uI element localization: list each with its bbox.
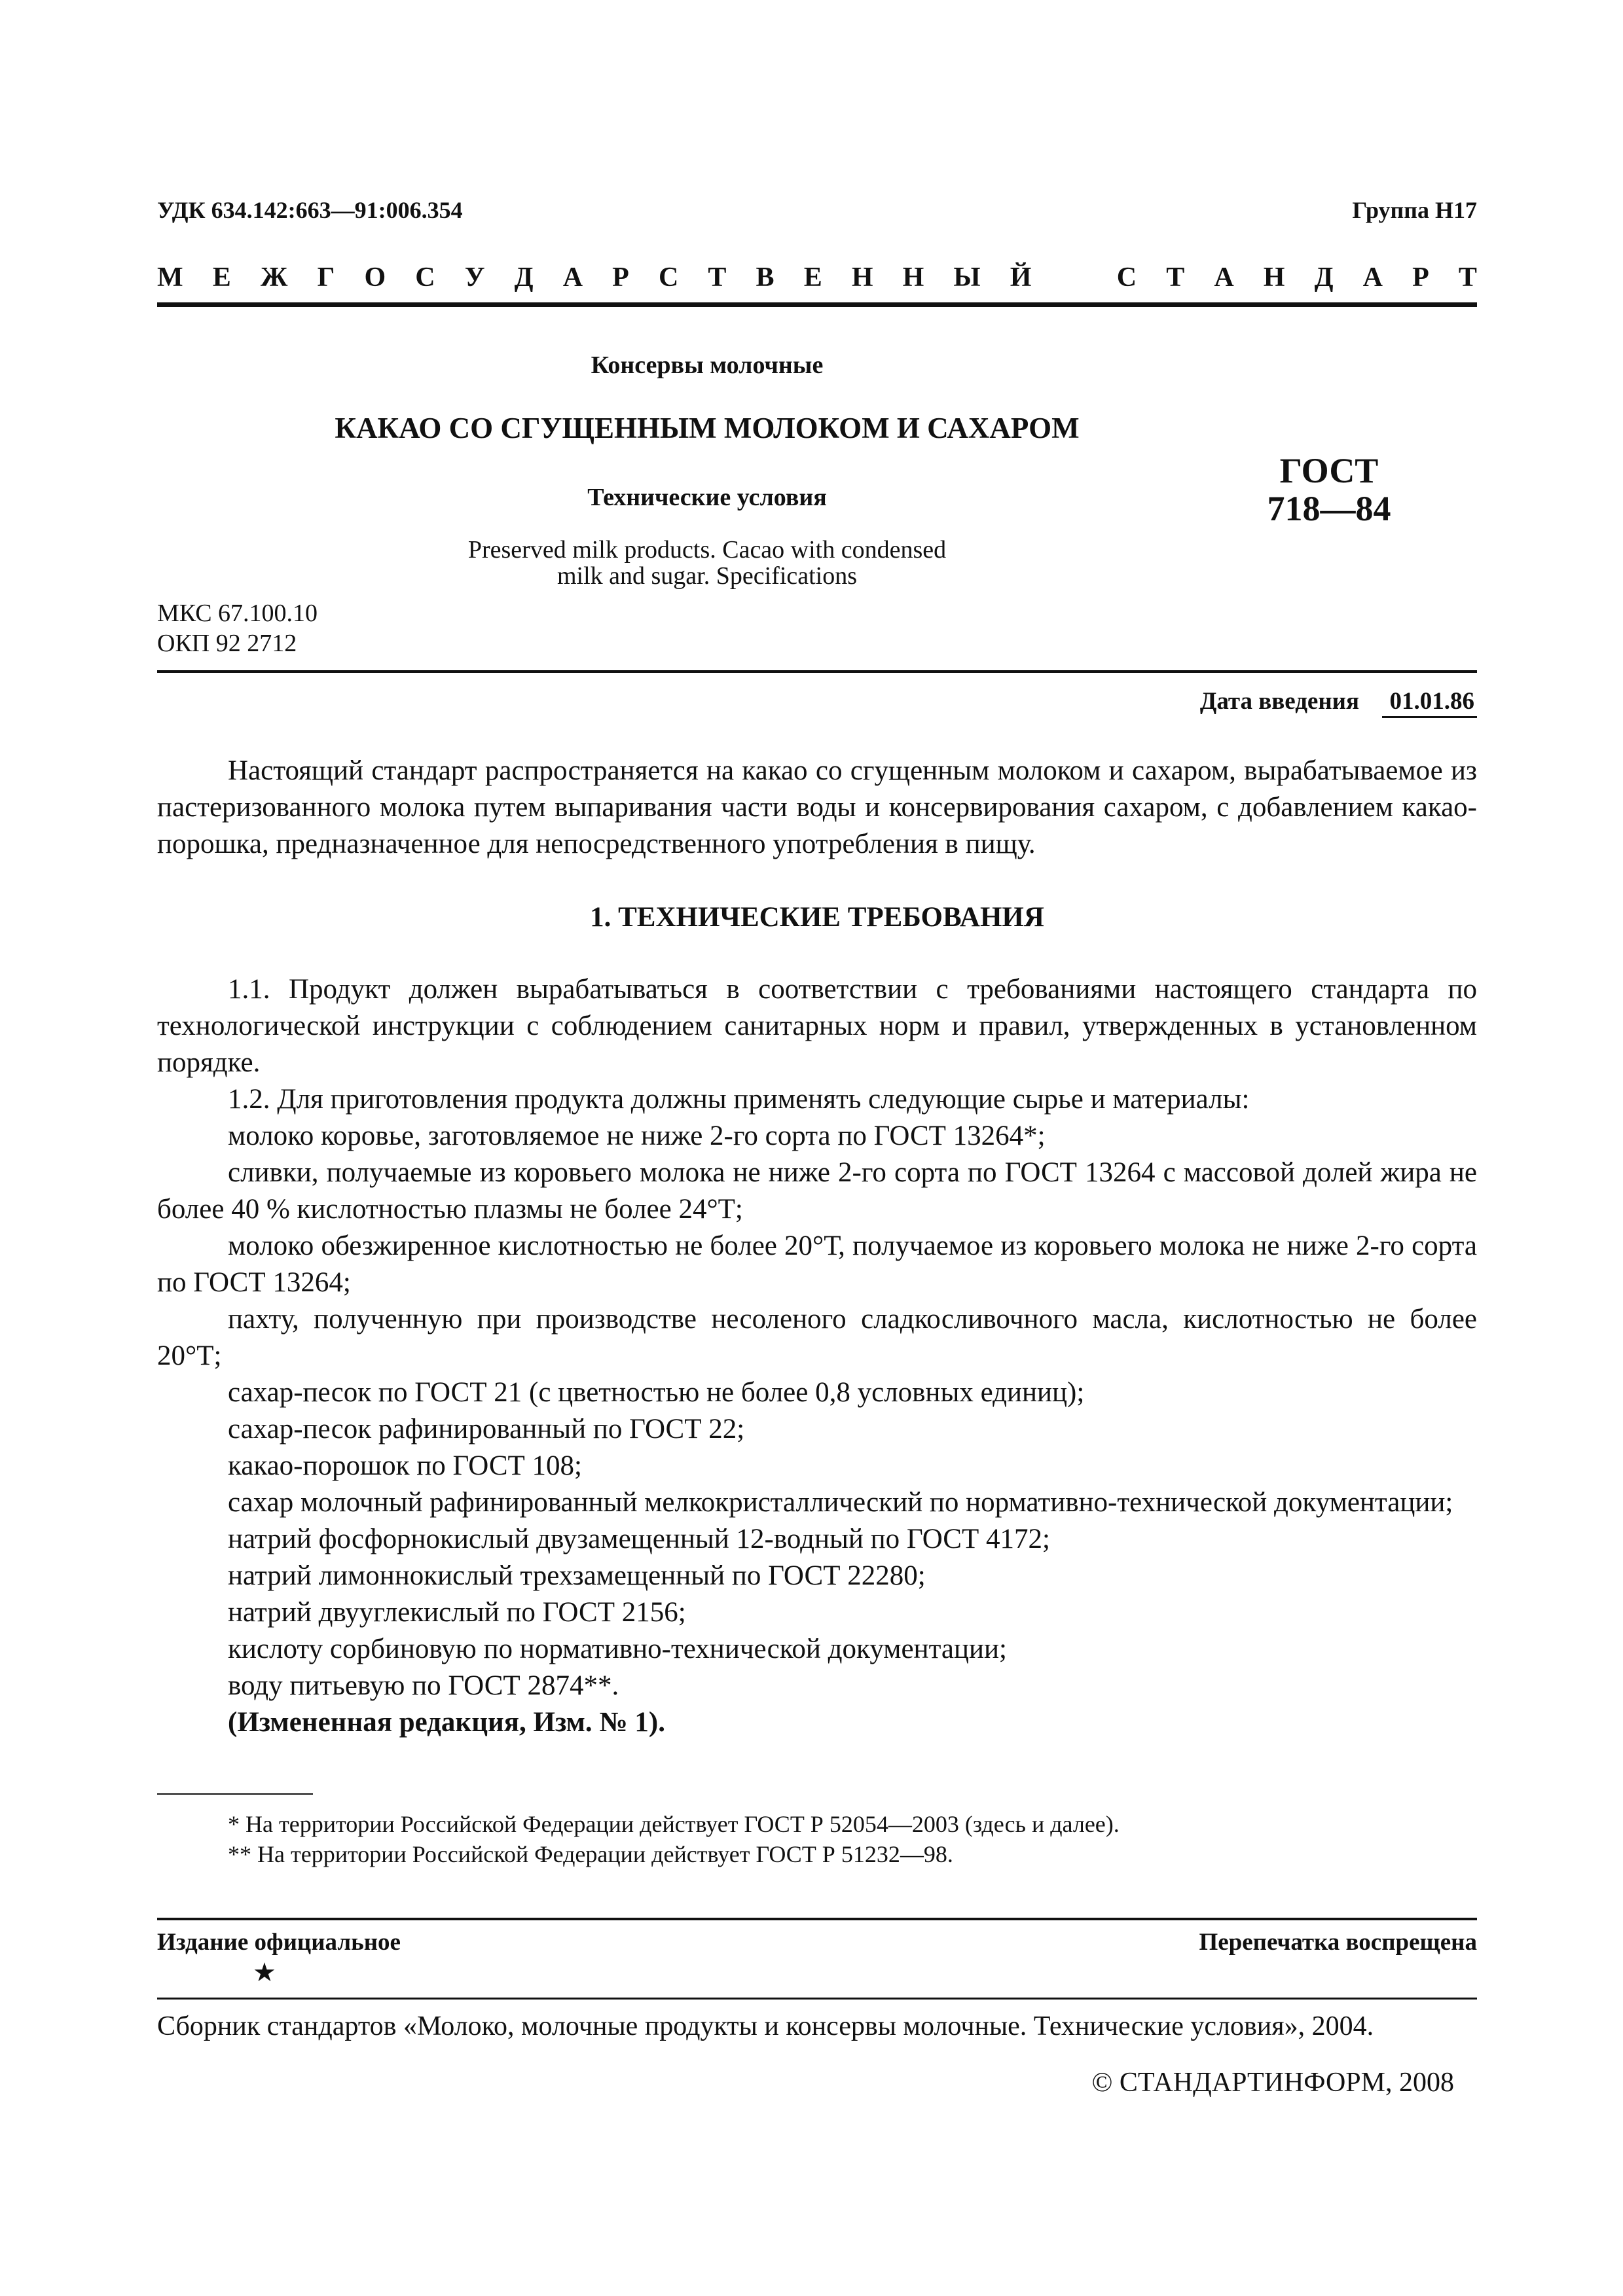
udk-code: УДК 634.142:663—91:006.354 — [157, 197, 463, 223]
banner-letter: Т — [1166, 262, 1185, 293]
interstate-standard-banner — [157, 262, 1477, 301]
footnote-rule — [157, 1793, 313, 1795]
banner-letter: Д — [1314, 262, 1334, 293]
gost-label: ГОСТ — [1279, 451, 1379, 490]
banner-letter: Д — [514, 262, 534, 293]
banner-letter: Г — [317, 262, 335, 293]
intro-paragraph: Настоящий стандарт распространяется на какао со сгущенным молоком и сахаром, вырабатываемое из пастеризованного молока путем выпаривания части воды и консервирования сахаром, с добавлением какао-порошка, предназначенное для непосредственного употребления в пищу. — [157, 755, 1477, 859]
banner-letter: А — [1362, 262, 1383, 293]
intro-date — [1200, 687, 1477, 715]
list-item: натрий лимоннокислый трехзамещенный по ГОСТ 22280; — [228, 1560, 926, 1591]
banner-letter: Н — [851, 262, 873, 293]
clause-1-1: 1.1. Продукт должен вырабатываться в соответствии с требованиями настоящего стандарта по технологической инструкции с соблюдением санитарных норм и правил, утвержденных в установленном порядке. — [157, 974, 1477, 1078]
banner-letter: С — [1116, 262, 1137, 293]
list-item: сахар молочный рафинированный мелкокристаллический по нормативно-технической документации; — [228, 1487, 1453, 1518]
list-item: сливки, получаемые из коровьего молока не ниже 2-го сорта по ГОСТ 13264 с массовой долей жира не более 40 % кислотностью плазмы не более 24°Т; — [157, 1157, 1477, 1225]
english-title — [157, 537, 1257, 589]
document-title: КАКАО СО СГУЩЕННЫМ МОЛОКОМ И САХАРОМ — [335, 412, 1080, 444]
banner-letter: Н — [1263, 262, 1285, 293]
star-icon: ★ — [253, 1958, 276, 1987]
intro-date-value: 01.01.86 — [1382, 688, 1478, 718]
english-title-line: milk and sugar. Specifications — [556, 562, 858, 590]
banner-letter: Е — [212, 262, 231, 293]
banner-letter: Й — [1010, 262, 1032, 293]
banner-letter: Р — [1412, 262, 1429, 293]
document-subtitle: Технические условия — [587, 484, 827, 511]
footnotes — [228, 1809, 1120, 1869]
footnote: * На территории Российской Федерации действует ГОСТ Р 52054—2003 (здесь и далее). — [228, 1811, 1120, 1837]
category-title: Консервы молочные — [591, 351, 824, 379]
footer-rule-bottom — [157, 1998, 1477, 2000]
section-body — [157, 971, 1477, 1741]
banner-letter: Е — [803, 262, 822, 293]
group-code: Группа Н17 — [1352, 197, 1477, 223]
official-edition: Издание официальное — [157, 1929, 401, 1956]
list-item: кислоту сорбиновую по нормативно-технической документации; — [228, 1634, 1007, 1664]
banner-letter: Н — [902, 262, 924, 293]
banner-letter: А — [1214, 262, 1234, 293]
banner-letter: У — [464, 262, 485, 293]
banner-letter: В — [756, 262, 775, 293]
intro-date-label: Дата введения — [1199, 688, 1359, 715]
banner-letter: Р — [612, 262, 629, 293]
list-item: воду питьевую по ГОСТ 2874**. — [228, 1670, 619, 1701]
mks-code: МКС 67.100.10 — [157, 600, 318, 627]
banner-letter: Т — [708, 262, 727, 293]
english-title-line: Preserved milk products. Cacao with condensed — [467, 536, 947, 564]
list-item: сахар-песок по ГОСТ 21 (с цветностью не более 0,8 условных единиц); — [228, 1377, 1085, 1408]
banner-letter: С — [658, 262, 679, 293]
banner-letter: О — [364, 262, 386, 293]
banner-letter: Ы — [953, 262, 981, 293]
banner-letter: Ж — [260, 262, 288, 293]
list-item: натрий двууглекислый по ГОСТ 2156; — [228, 1597, 686, 1628]
section-heading: 1. ТЕХНИЧЕСКИЕ ТРЕБОВАНИЯ — [590, 902, 1044, 933]
list-item: сахар-песок рафинированный по ГОСТ 22; — [228, 1414, 745, 1444]
gost-designation — [1264, 452, 1395, 528]
amendment-note: (Измененная редакция, Изм. № 1). — [228, 1707, 665, 1738]
banner-letter: А — [562, 262, 583, 293]
collection-citation: Сборник стандартов «Молоко, молочные продукты и консервы молочные. Технические условия», 2004. — [157, 2011, 1374, 2041]
banner-letter: М — [157, 262, 183, 293]
list-item: молоко обезжиренное кислотностью не более 20°Т, получаемое из коровьего молока не ниже 2-го сорта по ГОСТ 13264; — [157, 1230, 1477, 1298]
gost-number: 718—84 — [1267, 489, 1391, 528]
reprint-notice: Перепечатка воспрещена — [1199, 1929, 1477, 1956]
footer-rule-top — [157, 1918, 1477, 1920]
okp-code: ОКП 92 2712 — [157, 630, 297, 657]
banner-letter: Т — [1458, 262, 1477, 293]
copyright: © СТАНДАРТИНФОРМ, 2008 — [1091, 2068, 1454, 2098]
clause-1-2: 1.2. Для приготовления продукта должны применять следующие сырье и материалы: — [228, 1084, 1250, 1115]
list-item: молоко коровье, заготовляемое не ниже 2-го сорта по ГОСТ 13264*; — [228, 1121, 1046, 1151]
banner-rule — [157, 302, 1477, 307]
list-item: натрий фосфорнокислый двузамещенный 12-водный по ГОСТ 4172; — [228, 1524, 1050, 1554]
list-item: какао-порошок по ГОСТ 108; — [228, 1450, 583, 1481]
classification-codes — [157, 598, 318, 658]
header-rule — [157, 670, 1477, 673]
banner-letter: С — [415, 262, 435, 293]
footnote: ** На территории Российской Федерации действует ГОСТ Р 51232—98. — [228, 1841, 953, 1867]
list-item: пахту, полученную при производстве несоленого сладкосливочного масла, кислотностью не более 20°Т; — [157, 1304, 1477, 1371]
